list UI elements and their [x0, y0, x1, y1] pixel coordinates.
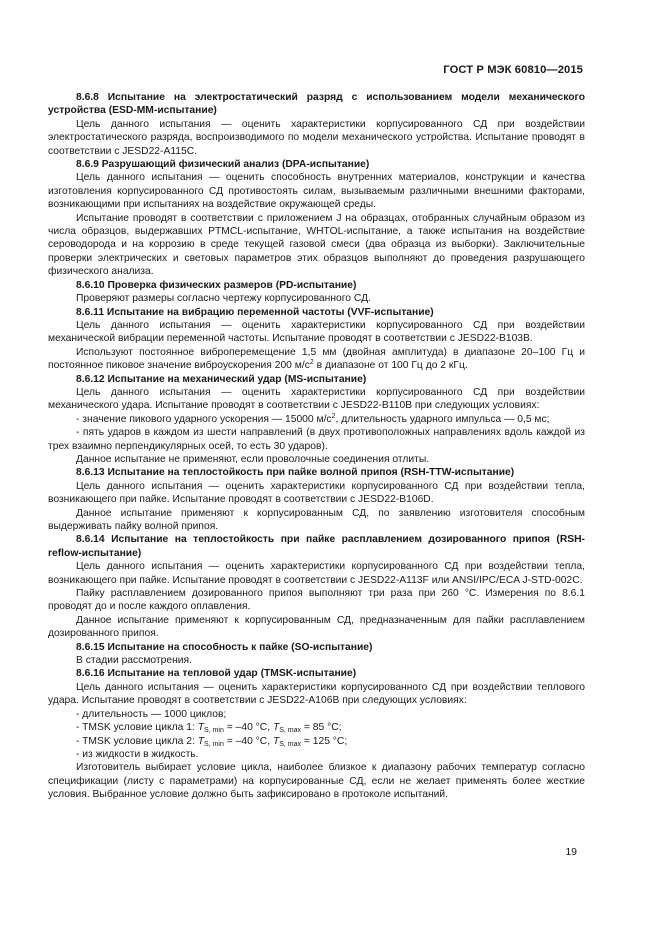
section-heading-8-6-15: 8.6.15 Испытание на способность к пайке (SO-испытание) — [76, 641, 373, 653]
section-heading-8-6-11: 8.6.11 Испытание на вибрацию переменной частоты (VVF-испытание) — [76, 306, 434, 318]
list-item: - TMSK условие цикла 2: $T_{S, min} = -40$ °C, $T_{S, max} = 125$ °C; — [76, 735, 348, 748]
page-number: 19 — [565, 846, 577, 858]
section-heading-8-6-9: 8.6.9 Разрушающий физический анализ (DPA-испытание) — [76, 159, 370, 171]
paragraph: Цель данного испытания — оценить характеристики корпусированного СД при воздействии механической вибрации переменной частоты. Испытание проводят в соответствии с JESD22-B103B. — [48, 319, 585, 345]
section-heading-8-6-13: 8.6.13 Испытание на теплостойкость при пайке волной припоя (RSH-TTW-испытание) — [76, 467, 515, 479]
paragraph: Цель данного испытания — оценить характеристики корпусированного СД при воздействии механического удара. Испытание проводят в соответствии с JESD22-B110B при следующих условиях: — [48, 386, 585, 412]
paragraph: Цель данного испытания — оценить способность внутренних материалов, конструкции и качества изготовления корпусированного СД противостоять силам, вызываемым различными внешними факторами, возникающими при испытаниях на воздействие окружающей среды. — [48, 172, 585, 211]
paragraph: Проверяют размеры согласно чертежу корпусированного СД. — [76, 293, 371, 305]
paragraph: Цель данного испытания — оценить характеристики корпусированного СД при воздействии теплового удара. Испытание проводят в соответствии с JESD22-A106B при следующих условиях: — [48, 681, 585, 707]
paragraph: Пайку расплавлением дозированного припоя выполняют три раза при 260 °C. Измерения по 8.6.1 проводят до и после каждого оплавления. — [48, 588, 585, 613]
paragraph: Цель данного испытания — оценить характеристики корпусированного СД при воздействии тепла, возникающего при пайке. Испытание проводят в соответствии с JESD22-A113F или ANSI/IPC/ECA J-STD-002C. — [48, 561, 585, 586]
paragraph: Данное испытание применяют к корпусированным СД, по заявлению изготовителя способным выдерживать пайку волной припоя. — [48, 507, 585, 532]
standard-header: ГОСТ Р МЭК 60810—2015 — [443, 64, 583, 76]
list-item: - из жидкости в жидкость. — [76, 748, 199, 760]
paragraph: В стадии рассмотрения. — [76, 655, 192, 667]
section-heading-8-6-12: 8.6.12 Испытание на механический удар (MS-испытание) — [76, 373, 367, 385]
section-heading-8-6-8: 8.6.8 Испытание на электростатический разряд с использованием модели механического устройства (ESD-MM-испытание) — [48, 92, 585, 117]
paragraph: Данное испытание не применяют, если проволочные соединения отлиты. — [76, 453, 430, 465]
paragraph: Цель данного испытания — оценить характеристики корпусированного СД при воздействии электростатического разряда, воспроизводимого по модели механического устройства. Испытание проводят в соответствии с JESD22-A115C. — [48, 118, 585, 157]
list-item: - пять ударов в каждом из шести направлений (в двух противоположных направлениях вдоль каждой из трех взаимно перпендикулярных осей, то есть 30 ударов). — [48, 427, 585, 452]
document-body — [48, 91, 585, 802]
section-heading-8-6-10: 8.6.10 Проверка физических размеров (PD-испытание) — [76, 279, 357, 291]
paragraph: Испытание проводят в соответствии с приложением J на образцах, отобранных случайным образом из числа образцов, выдержавших PTMCL-испытание, WHTOL-испытание, а также испытания на воздействие сероводорода и на коррозию в среде текущей газовой смеси (два образца из выборки). Заключительные проверки электрических и световых параметров этих образцов выполняют до проведения разрушающего физического анализа. — [48, 212, 585, 278]
paragraph: Изготовитель выбирает условие цикла, наиболее близкое к диапазону рабочих температур согласно спецификации (листу с параметрами) на корпусированные СД, если не желает применять более жесткие условия. Выбранное условие должно быть зафиксировано в протоколе испытаний. — [48, 762, 585, 801]
paragraph: Используют постоянное виброперемещение 1,5 мм (двойная амплитуда) в диапазоне 20–100 Гц и постоянное пиковое значение виброускорения 200 $м/с^2$ в диапазоне от 100 Гц до 2 кГц. — [48, 346, 585, 372]
paragraph: Данное испытание применяют к корпусированным СД, предназначенным для пайки расплавлением дозированного припоя. — [48, 614, 585, 640]
list-item: - TMSK условие цикла 1: $T_{S, min} = -40$ °C, $T_{S, max} = 85$ °C; — [76, 722, 342, 735]
paragraph: Цель данного испытания — оценить характеристики корпусированного СД при воздействии тепла, возникающего при пайке. Испытание проводят в соответствии с JESD22-B106D. — [48, 480, 585, 506]
list-item: - длительность — 1000 циклов; — [76, 708, 227, 720]
section-heading-8-6-14: 8.6.14 Испытание на теплостойкость при пайке расплавлением дозированного припоя (RSH-reflow-испытание) — [48, 534, 585, 559]
section-heading-8-6-16: 8.6.16 Испытание на тепловой удар (TMSK-испытание) — [76, 668, 357, 680]
list-item: - значение пикового ударного ускорения — 15000 $м/с^2$, длительность ударного импульса — 0,5 мс; — [76, 412, 550, 425]
